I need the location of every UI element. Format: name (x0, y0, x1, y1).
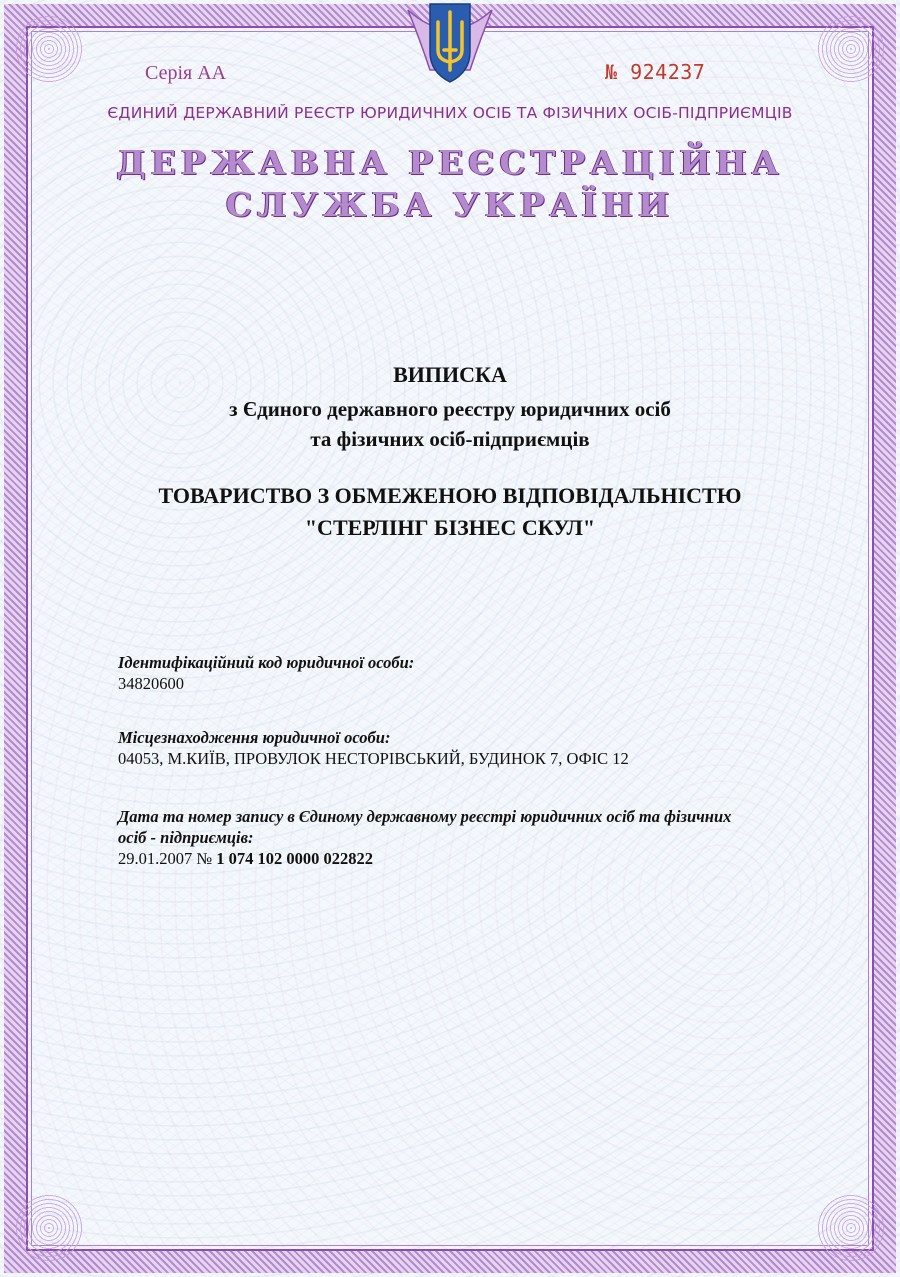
location-label: Місцезнаходження юридичної особи: (118, 728, 391, 747)
corner-ornament-bottom-right (816, 1193, 886, 1263)
record-number-sign: № (196, 849, 213, 868)
service-title-line1: ДЕРЖАВНА РЕЄСТРАЦІЙНА (116, 143, 784, 182)
series-label: Серія АА (145, 62, 227, 84)
id-code-value: 34820600 (118, 674, 184, 693)
corner-ornament-top-right (816, 14, 886, 84)
corner-ornament-bottom-left (14, 1193, 84, 1263)
record-date: 29.01.2007 (118, 849, 193, 868)
form-number: № 924237 (605, 60, 706, 84)
record-number: 1 074 102 0000 022822 (216, 849, 373, 868)
service-title (80, 142, 820, 226)
document-title: ВИПИСКА (393, 362, 507, 387)
company-name-line1: ТОВАРИСТВО З ОБМЕЖЕНОЮ ВІДПОВІДАЛЬНІСТЮ (158, 483, 742, 508)
record-value (118, 848, 818, 869)
subtitle-line2: та фізичних осіб-підприємців (310, 427, 590, 451)
company-name (80, 480, 820, 544)
service-title-line2: СЛУЖБА УКРАЇНИ (225, 185, 675, 224)
location-value: 04053, М.КИЇВ, ПРОВУЛОК НЕСТОРІВСЬКИЙ, БУДИНОК 7, ОФІС 12 (118, 749, 629, 768)
record-label-line2: осіб - підприємців: (118, 828, 254, 847)
id-code-label: Ідентифікаційний код юридичної особи: (118, 653, 415, 672)
company-name-line2: "СТЕРЛІНГ БІЗНЕС СКУЛ" (304, 515, 596, 540)
register-title: ЄДИНИЙ ДЕРЖАВНИЙ РЕЄСТР ЮРИДИЧНИХ ОСІБ ТА ФІЗИЧНИХ ОСІБ-ПІДПРИЄМЦІВ (107, 104, 793, 122)
subtitle-line1: з Єдиного державного реєстру юридичних осіб (229, 397, 671, 421)
trident-coat-of-arms-icon (400, 0, 500, 88)
document-subtitle (100, 394, 800, 454)
corner-ornament-top-left (14, 14, 84, 84)
record-label-line1: Дата та номер запису в Єдиному державному реєстрі юридичних осіб та фізичних (118, 807, 732, 826)
record-label (118, 806, 818, 848)
